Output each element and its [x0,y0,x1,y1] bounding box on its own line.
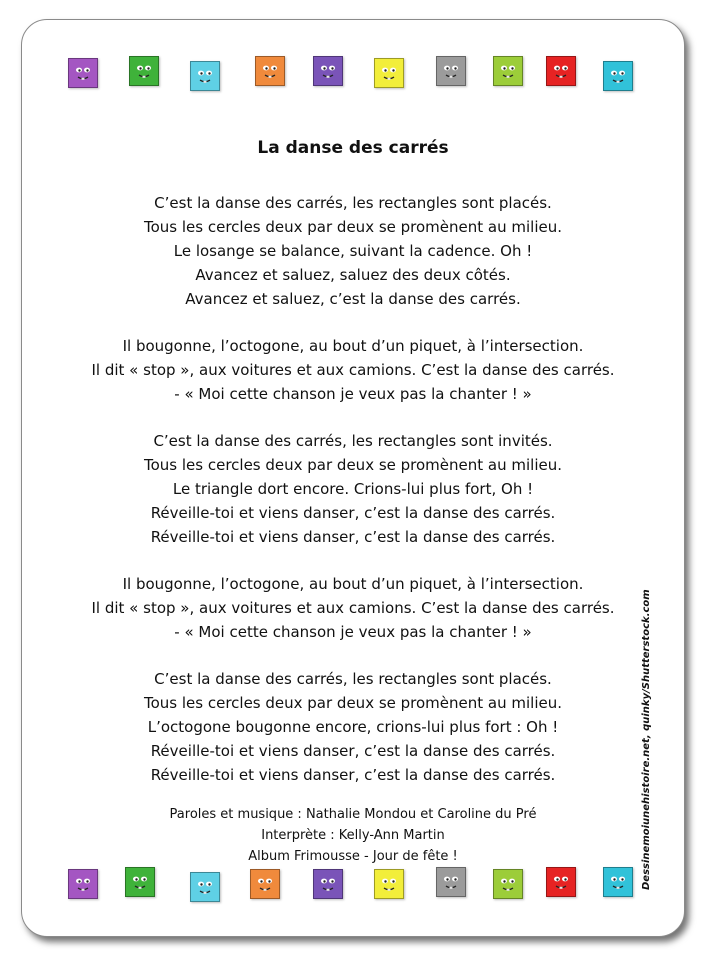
lyric-line: C’est la danse des carrés, les rectangles sont placés. [154,194,552,212]
stanza [22,334,684,406]
page-title: La danse des carrés [257,138,449,158]
lyric-line: Tous les cercles deux par deux se promènent au milieu. [143,218,562,236]
lyric-line: Réveille-toi et viens danser, c’est la danse des carrés. [150,528,556,546]
lyric-line: Réveille-toi et viens danser, c’est la danse des carrés. [150,766,556,784]
lyric-line: C’est la danse des carrés, les rectangles sont invités. [153,432,553,450]
top-squares-border [22,56,684,90]
square-face-icon [125,867,155,897]
square-face-icon [374,58,404,88]
lyric-line: - « Moi cette chanson je veux pas la chanter ! » [174,623,532,641]
lyric-line: Il dit « stop », aux voitures et aux camions. C’est la danse des carrés. [91,361,615,379]
square-face-icon [190,61,220,91]
square-face-icon [546,867,576,897]
lyrics-card [21,19,685,937]
lyric-line: Il dit « stop », aux voitures et aux camions. C’est la danse des carrés. [91,599,615,617]
square-face-icon [436,56,466,86]
copyright-watermark: Dessinemoiunehistoire.net, quinky/Shutterstock.com [641,589,652,890]
credit-performer: Interprète : Kelly-Ann Martin [261,828,445,843]
stanza [22,667,684,787]
lyric-line: C’est la danse des carrés, les rectangles sont placés. [154,670,552,688]
lyric-line: Avancez et saluez, c’est la danse des carrés. [185,290,521,308]
lyric-line: Réveille-toi et viens danser, c’est la danse des carrés. [150,504,556,522]
song-credits [22,804,684,867]
lyric-line: Réveille-toi et viens danser, c’est la danse des carrés. [150,742,556,760]
lyric-line: - « Moi cette chanson je veux pas la chanter ! » [174,385,532,403]
bottom-squares-border [22,867,684,901]
lyric-line: Le triangle dort encore. Crions-lui plus fort, Oh ! [172,480,534,498]
square-face-icon [68,58,98,88]
square-face-icon [313,56,343,86]
square-face-icon [493,56,523,86]
square-face-icon [68,869,98,899]
square-face-icon [603,61,633,91]
stanza [22,572,684,644]
square-face-icon [190,872,220,902]
square-face-icon [436,867,466,897]
lyric-line: Le losange se balance, suivant la cadence. Oh ! [173,242,533,260]
lyric-line: Tous les cercles deux par deux se promènent au milieu. [143,456,562,474]
square-face-icon [129,56,159,86]
credit-album: Album Frimousse - Jour de fête ! [248,849,458,864]
square-face-icon [603,867,633,897]
square-face-icon [313,869,343,899]
lyric-line: Il bougonne, l’octogone, au bout d’un piquet, à l’intersection. [122,337,584,355]
credit-lyrics-music: Paroles et musique : Nathalie Mondou et Caroline du Pré [169,807,537,822]
lyric-line: Tous les cercles deux par deux se promènent au milieu. [143,694,562,712]
lyric-line: Avancez et saluez, saluez des deux côtés. [195,266,511,284]
stanza [22,429,684,549]
square-face-icon [255,56,285,86]
square-face-icon [546,56,576,86]
square-face-icon [493,869,523,899]
lyric-line: L’octogone bougonne encore, crions-lui plus fort : Oh ! [147,718,559,736]
square-face-icon [250,869,280,899]
stanza [22,191,684,311]
song-lyrics [22,191,684,810]
square-face-icon [374,869,404,899]
lyric-line: Il bougonne, l’octogone, au bout d’un piquet, à l’intersection. [122,575,584,593]
